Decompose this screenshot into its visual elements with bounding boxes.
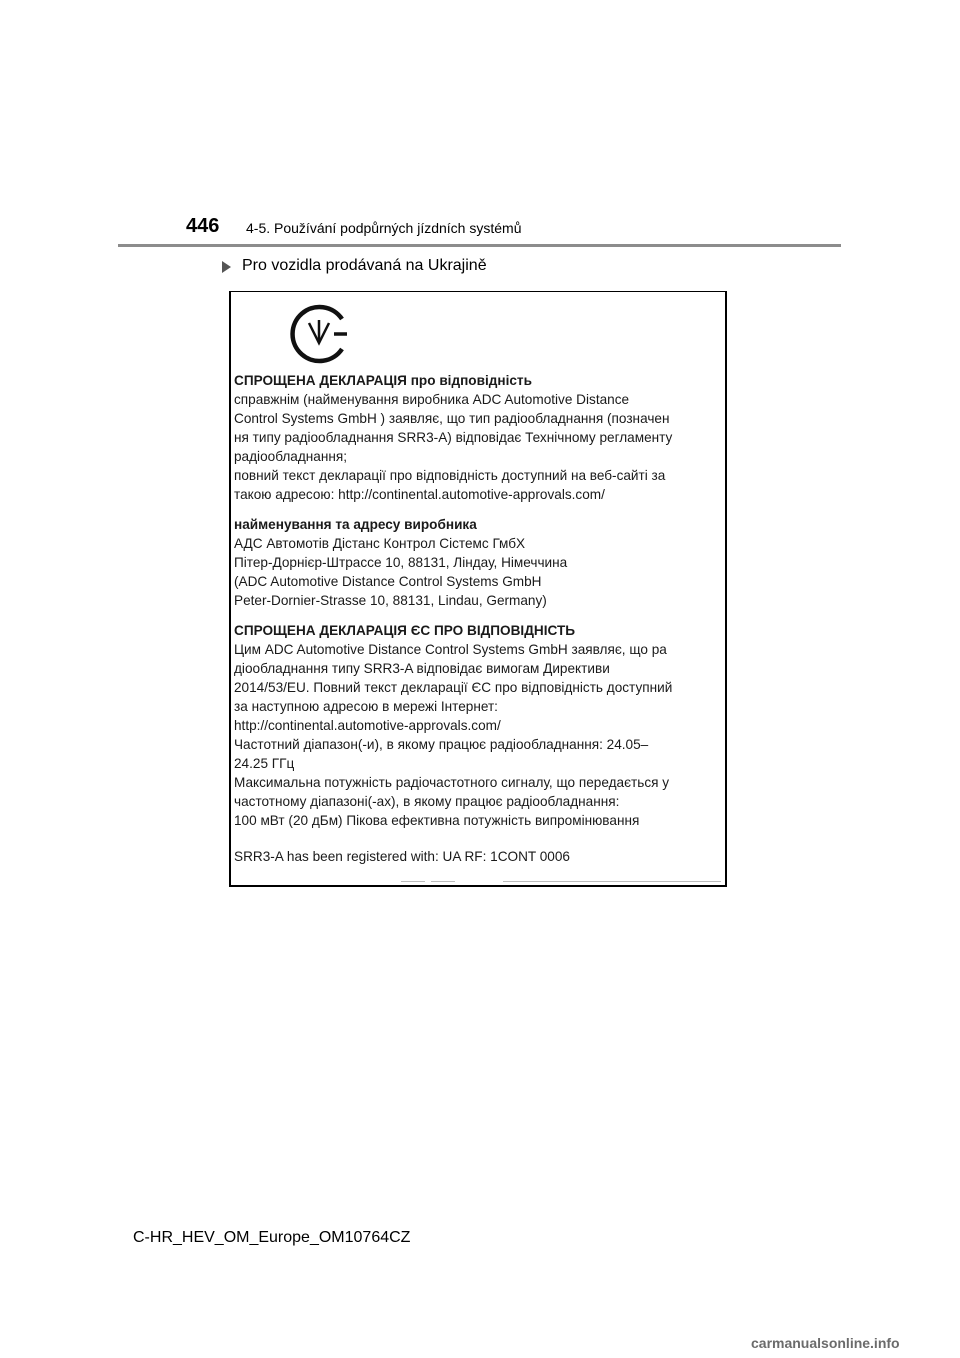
ukrainian-conformity-mark-icon bbox=[287, 302, 351, 366]
declaration-line: повний текст декларації про відповідність доступний на веб-сайті за bbox=[234, 468, 666, 483]
eu-declaration-line: Частотний діапазон(-и), в якому працює радіообладнання: 24.05– bbox=[234, 737, 649, 752]
bullet-triangle-icon bbox=[222, 261, 231, 273]
header-divider bbox=[118, 244, 841, 247]
document-code: C-HR_HEV_OM_Europe_OM10764CZ bbox=[133, 1229, 411, 1246]
watermark-link[interactable]: carmanualsonline.info bbox=[751, 1335, 900, 1351]
declaration-title: СПРОЩЕНА ДЕКЛАРАЦІЯ про відповідність bbox=[234, 373, 532, 388]
registration-line: SRR3-A has been registered with: UA RF: 1CONT 0006 bbox=[234, 849, 570, 864]
eu-declaration-title: СПРОЩЕНА ДЕКЛАРАЦІЯ ЄС ПРО ВІДПОВІДНІСТЬ bbox=[234, 623, 576, 638]
eu-declaration-line: діообладнання типу SRR3-A відповідає вимогам Директиви bbox=[234, 661, 610, 676]
scan-artifact-line bbox=[401, 881, 425, 882]
eu-declaration-line: 2014/53/EU. Повний текст декларації ЄС про відповідність доступний bbox=[234, 680, 673, 695]
declaration-line: ня типу радіообладнання SRR3-A) відповідає Технічному регламенту bbox=[234, 430, 673, 445]
declaration-text bbox=[234, 371, 728, 866]
eu-declaration-line: Цим ADC Automotive Distance Control Systems GmbH заявляє, що ра bbox=[234, 642, 667, 657]
eu-declaration-line: за наступною адресою в мережі Інтернет: bbox=[234, 699, 498, 714]
eu-declaration-line: 24.25 ГГц bbox=[234, 756, 295, 771]
subheading bbox=[222, 256, 487, 276]
eu-declaration-line: 100 мВт (20 дБм) Пікова ефективна потужність випромінювання bbox=[234, 813, 640, 828]
eu-declaration-line: частотному діапазоні(-ах), в якому працює радіообладнання: bbox=[234, 794, 620, 809]
manufacturer-line: (ADC Automotive Distance Control Systems GmbH bbox=[234, 574, 542, 589]
manufacturer-line: Пітер-Дорнієр-Штрассе 10, 88131, Ліндау, Німеччина bbox=[234, 555, 568, 570]
scan-artifact-line bbox=[503, 881, 721, 882]
subheading-text: Pro vozidla prodávaná na Ukrajině bbox=[242, 257, 487, 274]
manufacturer-title: найменування та адресу виробника bbox=[234, 517, 477, 532]
section-title: 4-5. Používání podpůrných jízdních systémů bbox=[246, 220, 522, 236]
scan-artifact-line bbox=[431, 881, 455, 882]
manufacturer-line: АДС Автомотів Дістанс Контрол Сістемс ГмбХ bbox=[234, 536, 526, 551]
declaration-line: Control Systems GmbH ) заявляє, що тип радіообладнання (позначен bbox=[234, 411, 670, 426]
eu-declaration-line: Максимальна потужність радіочастотного сигналу, що передається у bbox=[234, 775, 670, 790]
declaration-box bbox=[229, 291, 727, 887]
declaration-line: такою адресою: http://continental.automotive-approvals.com/ bbox=[234, 487, 605, 502]
declaration-line: радіообладнання; bbox=[234, 449, 348, 464]
manufacturer-line: Peter-Dornier-Strasse 10, 88131, Lindau, Germany) bbox=[234, 593, 547, 608]
page-number: 446 bbox=[186, 215, 220, 237]
declaration-line: справжнім (найменування виробника ADC Automotive Distance bbox=[234, 392, 630, 407]
eu-declaration-line: http://continental.automotive-approvals.com/ bbox=[234, 718, 501, 733]
